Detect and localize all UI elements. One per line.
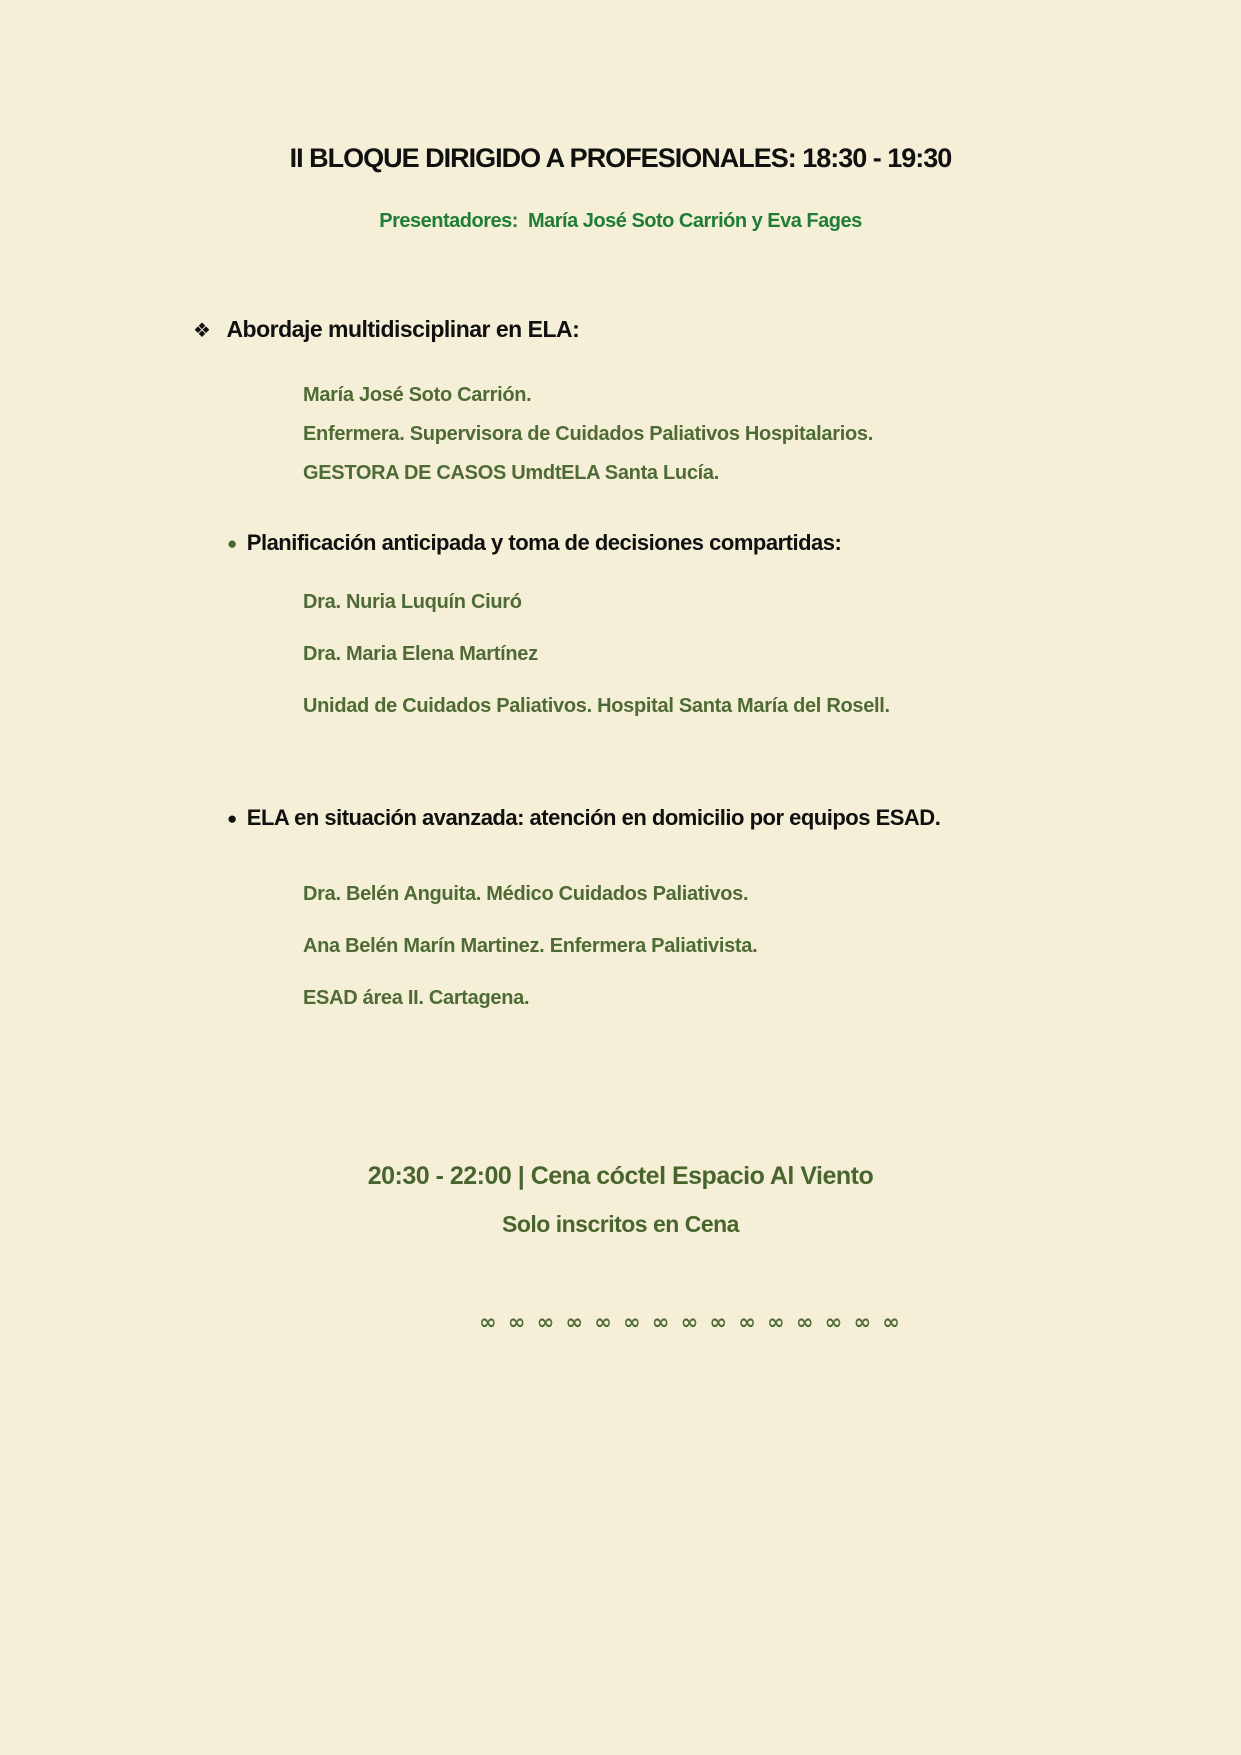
detail-line: Unidad de Cuidados Paliativos. Hospital Santa María del Rosell. — [303, 695, 890, 717]
dot-bullet-icon: ● — [227, 809, 237, 828]
section-heading-label: Abordaje multidisciplinar en ELA: — [226, 316, 580, 342]
program-content — [0, 315, 1241, 1012]
presenters-line: Presentadores: María José Soto Carrión y Eva Fages — [379, 210, 862, 232]
dot-bullet-icon: ● — [227, 534, 237, 553]
dinner-note: Solo inscritos en Cena — [502, 1211, 739, 1237]
section-details-planificacion — [193, 588, 1091, 720]
infinity-divider: ∞ ∞ ∞ ∞ ∞ ∞ ∞ ∞ ∞ ∞ ∞ ∞ ∞ ∞ ∞ — [479, 1310, 902, 1334]
detail-line: Enfermera. Supervisora de Cuidados Paliativos Hospitalarios. — [303, 423, 873, 445]
detail-line: Dra. Nuria Luquín Ciuró — [303, 591, 522, 613]
detail-line: María José Soto Carrión. — [303, 384, 532, 406]
section-heading-abordaje — [193, 315, 1091, 344]
section-details-abordaje — [193, 376, 1091, 493]
section-heading-ela-avanzada — [193, 798, 1037, 838]
section-heading-planificacion — [193, 529, 1091, 558]
section-details-ela-avanzada — [193, 880, 1091, 1012]
detail-line: GESTORA DE CASOS UmdtELA Santa Lucía. — [303, 462, 720, 484]
detail-line: ESAD área II. Cartagena. — [303, 987, 530, 1009]
detail-line: Dra. Maria Elena Martínez — [303, 643, 538, 665]
page-title: II BLOQUE DIRIGIDO A PROFESIONALES: 18:30 - 19:30 — [289, 143, 952, 173]
dinner-schedule-line: 20:30 - 22:00 | Cena cóctel Espacio Al Viento — [367, 1162, 874, 1190]
detail-line: Ana Belén Marín Martinez. Enfermera Paliativista. — [303, 935, 758, 957]
detail-line: Dra. Belén Anguita. Médico Cuidados Paliativos. — [303, 883, 749, 905]
section-heading-label: ELA en situación avanzada: atención en domicilio por equipos ESAD. — [246, 805, 941, 830]
diamond-bullet-icon: ❖ — [193, 318, 211, 342]
section-heading-label: Planificación anticipada y toma de decisiones compartidas: — [246, 530, 842, 555]
